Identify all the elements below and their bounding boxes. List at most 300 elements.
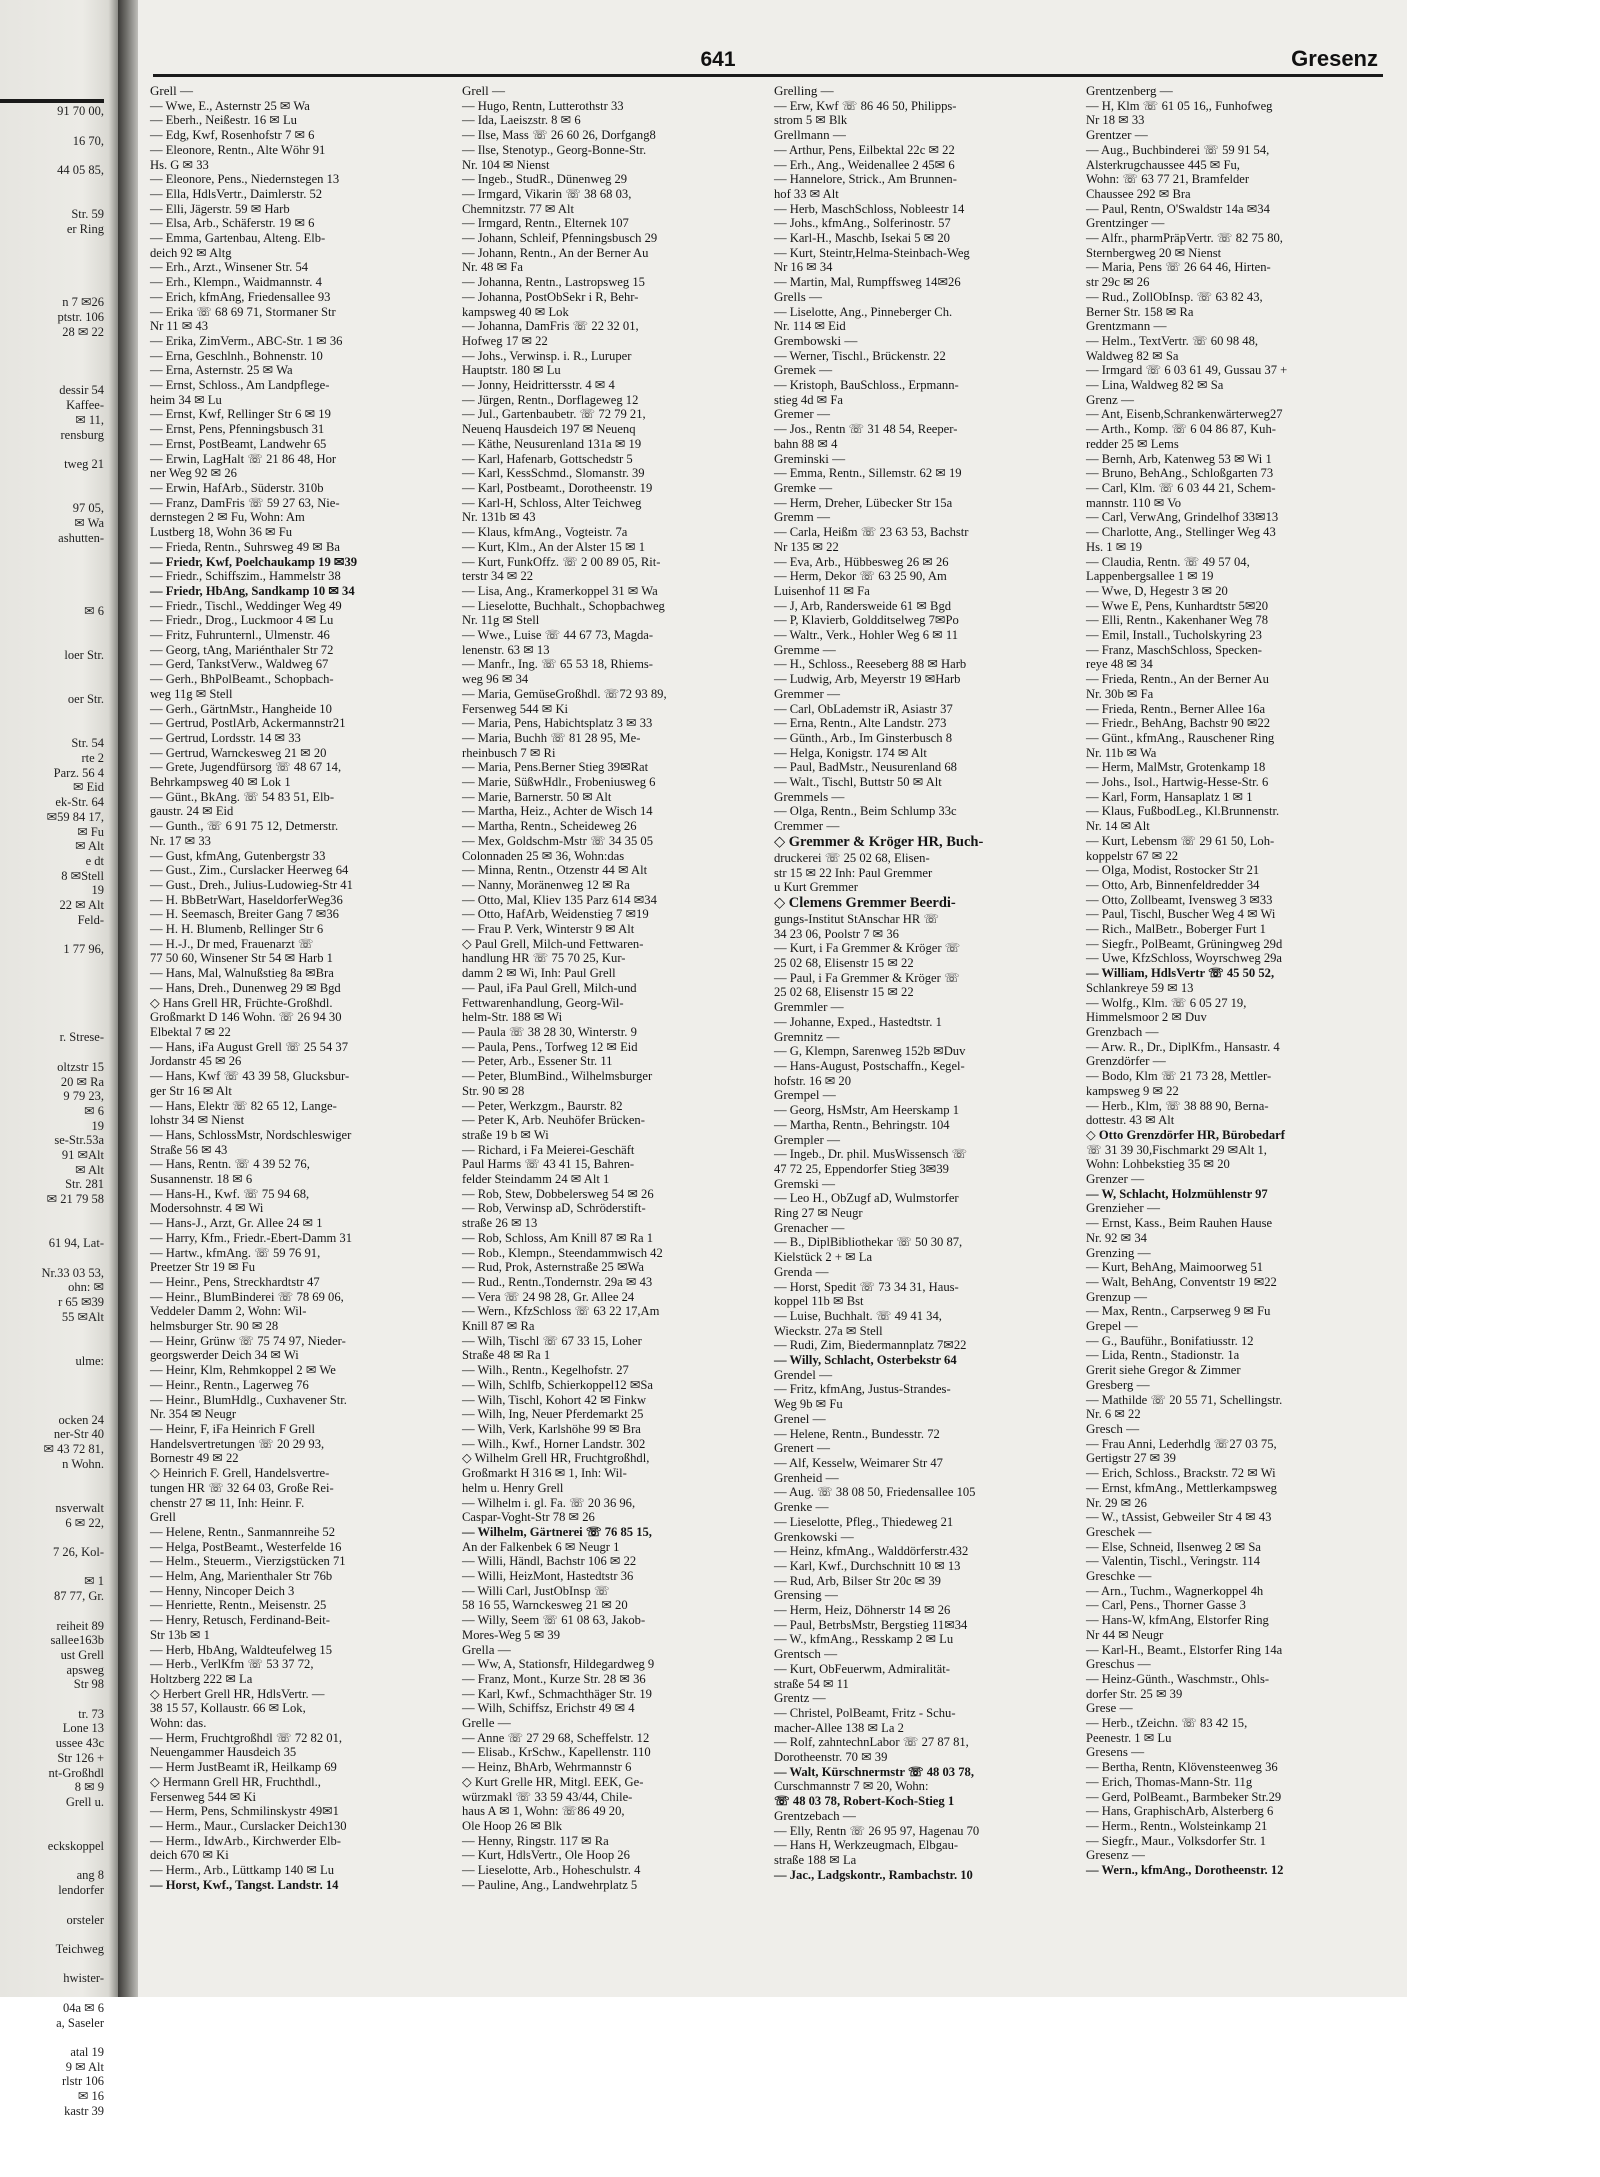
directory-entry: Großmarkt H 316 ✉ 1, Inh: Wil- — [462, 1466, 627, 1481]
directory-entry: — Jul., Gartenbaubetr. ☏ 72 79 21, — [462, 407, 646, 422]
surname-heading: Gresenz — — [1086, 1847, 1145, 1863]
directory-entry: Kielstück 2 + ✉ La — [774, 1250, 873, 1265]
directory-entry: — Erika ☏ 68 69 71, Stormaner Str — [150, 304, 336, 319]
directory-entry: Nr. 11b ✉ Wa — [1086, 745, 1157, 760]
directory-entry: — Leo H., ObZugf aD, Wulmstorfer — [774, 1191, 959, 1206]
previous-page-fragment — [0, 1398, 118, 1413]
directory-entry: — Paul, BadMstr., Neusurenland 68 — [774, 760, 957, 775]
directory-entry: — H, Klm ☏ 61 05 16,, Funhofweg — [1086, 98, 1273, 113]
directory-entry: lohstr 34 ✉ Nienst — [150, 1113, 245, 1128]
previous-page-fragment: 19 — [91, 883, 104, 898]
previous-page-fragment: 97 05, — [72, 501, 104, 516]
directory-entry: — Hannelore, Strick., Am Brunnen- — [774, 172, 957, 187]
directory-entry: — Heinz, BhArb, Wehrmannstr 6 — [462, 1760, 632, 1775]
directory-entry: — H.-J., Dr med, Frauenarzt ☏ — [150, 936, 314, 951]
directory-entry: dernstegen 2 ✉ Fu, Wohn: Am — [150, 510, 305, 525]
directory-entry: — Johs., Verwinsp. i. R., Luruper — [462, 348, 632, 363]
directory-entry: — Siegfr., Maur., Volksdorfer Str. 1 — [1086, 1833, 1267, 1848]
directory-entry: str 29c ✉ 26 — [1086, 275, 1150, 290]
directory-entry: Schlankreye 59 ✉ 13 — [1086, 980, 1194, 995]
directory-entry: — Alfr., pharmPräpVertr. ☏ 82 75 80, — [1086, 231, 1283, 246]
previous-page-fragment — [0, 927, 118, 942]
directory-entry: — W, Schlacht, Holzmühlenstr 97 — [1086, 1186, 1268, 1201]
previous-page-fragment: ussee 43c — [55, 1736, 104, 1751]
directory-entry: — Kurt, ObFeuerwm, Admiralität- — [774, 1661, 950, 1676]
previous-page-fragment: ulme: — [75, 1353, 104, 1368]
directory-entry: Chemnitzstr. 77 ✉ Alt — [462, 201, 575, 216]
previous-page-fragment — [0, 178, 118, 193]
directory-entry: Hs. 1 ✉ 19 — [1086, 539, 1143, 554]
directory-entry: — Eberh., Neißestr. 16 ✉ Lu — [150, 113, 297, 128]
header-rule — [153, 74, 1383, 77]
surname-heading: Grenke — — [774, 1499, 829, 1515]
directory-entry: — Irmgard, Rentn., Elternek 107 — [462, 216, 629, 231]
directory-entry: Behrkampsweg 40 ✉ Lok 1 — [150, 775, 291, 790]
directory-entry: — Klaus, FußbodLeg., Kl.Brunnenstr. — [1086, 804, 1280, 819]
directory-entry: 25 02 68, Elisenstr 15 ✉ 22 — [774, 985, 914, 1000]
surname-heading: Grentzebach — — [774, 1807, 856, 1823]
directory-entry: Nr. 48 ✉ Fa — [462, 260, 523, 275]
directory-entry: — Erh., Arzt., Winsener Str. 54 — [150, 260, 309, 275]
directory-entry: — Hans, Elektr ☏ 82 65 12, Lange- — [150, 1098, 337, 1113]
directory-entry: — Herm, Fruchtgroßhdl ☏ 72 82 01, — [150, 1730, 343, 1745]
directory-entry: Himmelsmoor 2 ✉ Duv — [1086, 1010, 1207, 1025]
directory-entry: — Gunth., ☏ 6 91 75 12, Detmerstr. — [150, 819, 339, 834]
directory-entry: — Ernst, PostBeamt, Landwehr 65 — [150, 436, 327, 451]
directory-entry: Veddeler Damm 2, Wohn: Wil- — [150, 1304, 307, 1319]
directory-entry: Nr 135 ✉ 22 — [774, 539, 839, 554]
previous-page-fragment — [0, 486, 118, 501]
directory-entry: Sternbergweg 20 ✉ Nienst — [1086, 245, 1222, 260]
directory-entry: — Hans, iFa August Grell ☏ 25 54 37 — [150, 1039, 349, 1054]
directory-entry: — Ingeb., Dr. phil. MusWissensch ☏ — [774, 1147, 968, 1162]
directory-entry: Nr 44 ✉ Neugr — [1086, 1627, 1164, 1642]
directory-entry: — Johs., kfmAng., Solferinostr. 57 — [774, 216, 951, 231]
previous-page-fragment — [0, 60, 118, 75]
directory-entry: — Johanna, Rentn., Lastropsweg 15 — [462, 275, 645, 290]
previous-page-fragment: Kaffee- — [66, 398, 104, 413]
directory-entry: Modersohnstr. 4 ✉ Wi — [150, 1201, 264, 1216]
directory-entry: — Walt, Kürschnermstr ☏ 48 03 78, — [774, 1764, 974, 1779]
directory-entry: felder Steindamm 24 ✉ Alt 1 — [462, 1172, 610, 1187]
directory-entry: weg 96 ✉ 34 — [462, 672, 529, 687]
directory-entry: bahn 88 ✉ 4 — [774, 436, 838, 451]
directory-entry: — Herb, MaschSchloss, Nobleestr 14 — [774, 201, 965, 216]
directory-entry: ◇ Kurt Grelle HR, Mitgl. EEK, Ge- — [462, 1774, 644, 1789]
directory-entry: — Maria, Pens ☏ 26 64 46, Hirten- — [1086, 260, 1271, 275]
directory-entry: Gertigstr 27 ✉ 39 — [1086, 1451, 1176, 1466]
surname-heading: Grendel — — [774, 1366, 833, 1382]
directory-entry: — Alf, Kesselw, Weimarer Str 47 — [774, 1455, 943, 1470]
surname-heading: Greschek — — [1086, 1523, 1152, 1539]
directory-entry: Susannenstr. 18 ✉ 6 — [150, 1172, 253, 1187]
directory-entry: — Gust, kfmAng, Gutenbergstr 33 — [150, 848, 326, 863]
directory-entry: straße 188 ✉ La — [774, 1852, 857, 1867]
directory-entry: — Herb., VerlKfm ☏ 53 37 72, — [150, 1657, 314, 1672]
directory-entry: tungen HR ☏ 32 64 03, Große Rei- — [150, 1480, 334, 1495]
directory-entry: Nr. 29 ✉ 26 — [1086, 1495, 1147, 1510]
directory-entry: — W., kfmAng., Resskamp 2 ✉ Lu — [774, 1632, 954, 1647]
directory-entry: — Friedr, HbAng, Sandkamp 10 ✉ 34 — [150, 583, 355, 598]
previous-page-fragment — [0, 1824, 118, 1839]
directory-entry: — Arthur, Pens, Eilbektal 22c ✉ 22 — [774, 142, 955, 157]
previous-page-fragment: ✉ Eid — [73, 780, 104, 795]
directory-entry: — Franz, MaschSchloss, Specken- — [1086, 642, 1262, 657]
directory-entry: — Gerd, PolBeamt., Barmbeker Str.29 — [1086, 1789, 1282, 1804]
surname-heading: Grenzing — — [1086, 1244, 1151, 1260]
directory-entry: hofstr. 16 ✉ 20 — [774, 1073, 852, 1088]
directory-entry: — Helga, Konigstr. 174 ✉ Alt — [774, 745, 927, 760]
directory-entry: — Peter, BlumBind., Wilhelmsburger — [462, 1069, 653, 1084]
directory-entry: — Lieselotte, Pfleg., Thiedeweg 21 — [774, 1514, 954, 1529]
directory-entry: — Carla, Heißm ☏ 23 63 53, Bachstr — [774, 525, 969, 540]
directory-entry: — Grete, Jugendfürsorg ☏ 48 67 14, — [150, 760, 342, 775]
directory-entry: — Aug., Buchbinderei ☏ 59 91 54, — [1086, 142, 1270, 157]
previous-page-fragment: a, Saseler — [56, 2015, 104, 2030]
directory-entry: — Erich, Schloss., Brackstr. 72 ✉ Wi — [1086, 1466, 1276, 1481]
directory-entry: — Nanny, Moränenweg 12 ✉ Ra — [462, 877, 630, 892]
previous-page-fragment — [0, 266, 118, 281]
directory-entry: — H. BbBetrWart, HaseldorferWeg36 — [150, 892, 343, 907]
directory-entry: — Hans, Rentn. ☏ 4 39 52 76, — [150, 1157, 310, 1172]
directory-entry: — Martin, Mal, Rumpffsweg 14✉26 — [774, 275, 961, 290]
directory-entry: — Ella, HdlsVertr., Daimlerstr. 52 — [150, 186, 323, 201]
previous-page-fragment: rlstr 106 — [61, 2074, 104, 2089]
directory-entry: An der Falkenbek 6 ✉ Neugr 1 — [462, 1539, 620, 1554]
directory-entry: Elbektal 7 ✉ 22 — [150, 1025, 231, 1039]
directory-entry: — Gertrud, PostlArb, Ackermannstr21 — [150, 716, 346, 731]
previous-page-fragment — [0, 589, 118, 604]
directory-entry: Lappenbergsallee 1 ✉ 19 — [1086, 569, 1214, 584]
directory-entry: — Willi, Händl, Bachstr 106 ✉ 22 — [462, 1554, 637, 1569]
directory-entry: — Marie, Barnerstr. 50 ✉ Alt — [462, 789, 612, 804]
previous-page-fragment: tr. 73 — [78, 1706, 104, 1721]
previous-page-fragment: 8 ✉Stell — [61, 868, 104, 883]
previous-page-fragment — [0, 1986, 118, 2001]
directory-entry: — Peter K, Arb. Neuhöfer Brücken- — [462, 1113, 645, 1128]
page-number: 641 — [700, 48, 736, 71]
previous-page-fragment: ✉59 84 17, — [46, 809, 104, 824]
previous-page-fragment: 6 ✉ 22, — [65, 1515, 104, 1530]
directory-entry: Nr. 104 ✉ Nienst — [462, 157, 550, 172]
directory-entry: — Georg, HsMstr, Am Heerskamp 1 — [774, 1103, 960, 1118]
directory-entry: Hs. G ✉ 33 — [150, 157, 209, 172]
directory-entry: — Wilh, Tischl, Kohort 42 ✉ Finkw — [462, 1392, 647, 1407]
directory-entry: str 15 ✉ 22 Inh: Paul Gremmer — [774, 865, 933, 880]
directory-entry: — Martha, Rentn., Scheideweg 26 — [462, 819, 637, 834]
directory-entry: redder 25 ✉ Lems — [1086, 436, 1179, 451]
previous-page-fragment — [0, 1001, 118, 1016]
directory-entry: — Wilhelm i. gl. Fa. ☏ 20 36 96, — [462, 1495, 636, 1510]
directory-entry: — Kurt, Steintr,Helma-Steinbach-Weg — [774, 245, 970, 260]
directory-entry: — Mex, Goldschm-Mstr ☏ 34 35 05 — [462, 833, 654, 848]
directory-entry: ner Weg 92 ✉ 26 — [150, 466, 237, 481]
directory-entry: — Irmgard, Vikarin ☏ 38 68 03, — [462, 186, 632, 201]
directory-entry: — Herm JustBeamt iR, Heilkamp 69 — [150, 1760, 337, 1775]
directory-entry: — Lieselotte, Buchhalt., Schopbachweg — [462, 598, 665, 613]
surname-heading: Grenkowski — — [774, 1528, 854, 1544]
directory-entry: Nr. 30b ✉ Fa — [1086, 686, 1154, 701]
directory-entry: koppelstr 67 ✉ 22 — [1086, 848, 1179, 863]
previous-page-fragment — [0, 1604, 118, 1619]
previous-page-fragment — [0, 148, 118, 163]
previous-page-fragment: 7 26, Kol- — [52, 1545, 104, 1560]
directory-entry: ◇ Gremmer & Kröger HR, Buch- — [774, 833, 984, 850]
directory-entry: — Wern., KfzSchloss ☏ 63 22 17,Am — [462, 1304, 660, 1319]
directory-entry: — Heinr., BlumBinderei ☏ 78 69 06, — [150, 1289, 344, 1304]
directory-entry: Nr 18 ✉ 33 — [1086, 113, 1145, 128]
directory-entry: — B., DiplBibliothekar ☏ 50 30 87, — [774, 1235, 963, 1250]
directory-entry: — Wilh, Ing, Neuer Pferdemarkt 25 — [462, 1407, 644, 1422]
directory-entry: Nr. 6 ✉ 22 — [1086, 1407, 1141, 1422]
directory-entry: ◇ Wilhelm Grell HR, Fruchtgroßhdl, — [462, 1451, 650, 1466]
directory-entry: — Maria, Pens.Berner Stieg 39✉Rat — [462, 760, 649, 775]
directory-entry: Grell — [150, 1510, 176, 1525]
directory-entry: — Pauline, Ang., Landwehrplatz 5 — [462, 1877, 638, 1892]
directory-entry: Nr 16 ✉ 34 — [774, 260, 833, 275]
directory-entry: Fersenweg 544 ✉ Ki — [462, 701, 569, 716]
previous-page-fragment: reiheit 89 — [56, 1618, 104, 1633]
directory-entry: helm u. Henry Grell — [462, 1480, 564, 1495]
directory-entry: — Heinr, Klm, Rehmkoppel 2 ✉ We — [150, 1363, 336, 1378]
directory-entry: — Herm., Maur., Curslacker Deich130 — [150, 1818, 347, 1833]
directory-entry: — Johanna, DamFris ☏ 22 32 01, — [462, 319, 639, 334]
directory-entry: — Käthe, Neusurenland 131a ✉ 19 — [462, 436, 642, 451]
directory-entry: — Hans, Kwf ☏ 43 39 58, Glucksbur- — [150, 1069, 350, 1084]
directory-entry: — Herm., Rentn., Wolsteinkamp 21 — [1086, 1818, 1268, 1833]
directory-entry: gungs-Institut StAnschar HR ☏ — [774, 911, 940, 926]
directory-entry: — Hans H, Werkzeugmach, Elbgau- — [774, 1838, 959, 1853]
directory-entry: — Anne ☏ 27 29 68, Scheffelstr. 12 — [462, 1730, 650, 1745]
surname-heading: Gremme — — [774, 641, 836, 657]
directory-entry: — Helga, PostBeamt., Westerfelde 16 — [150, 1539, 342, 1554]
directory-entry: weg 11g ✉ Stell — [150, 686, 233, 701]
directory-entry: — Gertrud, Warnckesweg 21 ✉ 20 — [150, 745, 327, 760]
surname-heading: Grell — — [150, 83, 193, 98]
directory-entry: — Horst, Kwf., Tangst. Landstr. 14 — [150, 1877, 339, 1892]
directory-entry: — Ernst, Pens, Pfenningsbusch 31 — [150, 422, 325, 437]
directory-entry: Dorotheenstr. 70 ✉ 39 — [774, 1750, 888, 1765]
directory-entry: — Hans-H., Kwf. ☏ 75 94 68, — [150, 1186, 310, 1201]
directory-entry: Paul Harms ☏ 43 41 15, Bahren- — [462, 1157, 635, 1172]
surname-heading: Grella — — [462, 1641, 511, 1657]
directory-entry: — Willi Carl, JustObInsp ☏ — [462, 1583, 610, 1598]
directory-entry: Weg 9b ✉ Fu — [774, 1397, 843, 1412]
directory-entry: — Heinr, Grünw ☏ 75 74 97, Nieder- — [150, 1333, 346, 1348]
directory-entry: Str 13b ✉ 1 — [150, 1627, 210, 1642]
surname-heading: Grenzer — — [1086, 1171, 1145, 1187]
surname-heading: Grenz — — [1086, 391, 1135, 407]
directory-entry: — Edg, Kwf, Rosenhofstr 7 ✉ 6 — [150, 128, 315, 143]
previous-page-fragment: 9 ✉ Alt — [65, 2059, 104, 2074]
directory-entry: — Paul, iFa Paul Grell, Milch-und — [462, 980, 637, 995]
previous-page-fragment — [0, 442, 118, 457]
directory-entry: 38 15 57, Kollaustr. 66 ✉ Lok, — [150, 1701, 306, 1716]
directory-entry: — Frau P. Verk, Winterstr 9 ✉ Alt — [462, 922, 635, 937]
directory-entry: — Erh., Ang., Weidenallee 2 45✉ 6 — [774, 157, 955, 172]
previous-page-fragment: ptstr. 106 — [57, 309, 104, 324]
surname-heading: Grell — — [462, 83, 505, 98]
previous-page-fragment — [0, 972, 118, 987]
surname-heading: Greschke — — [1086, 1568, 1152, 1584]
surname-heading: Grenzup — — [1086, 1288, 1148, 1304]
directory-entry: — Otto, Mal, Kliev 135 Parz 614 ✉34 — [462, 892, 657, 907]
directory-entry: deich 670 ✉ Ki — [150, 1848, 229, 1863]
directory-entry: dottestr. 43 ✉ Alt — [1086, 1113, 1175, 1128]
directory-entry: — Paul, Rentn, O'Swaldstr 14a ✉34 — [1086, 201, 1270, 216]
directory-entry: — Jürgen, Rentn., Dorflageweg 12 — [462, 392, 639, 407]
surname-heading: Gresch — — [1086, 1420, 1140, 1436]
directory-entry: mannstr. 110 ✉ Vo — [1086, 495, 1181, 510]
surname-heading: Gremski — — [774, 1175, 836, 1191]
directory-entry: — Walt, BehAng, Conventstr 19 ✉22 — [1086, 1274, 1277, 1289]
surname-heading: Grentzmann — — [1086, 318, 1167, 334]
directory-entry: koppel 11b ✉ Bst — [774, 1294, 864, 1309]
surname-heading: Gresberg — — [1086, 1376, 1150, 1392]
directory-entry: — Herb., Klm, ☏ 38 88 90, Berna- — [1086, 1098, 1269, 1113]
directory-entry: — Erwin, HafArb., Süderstr. 310b — [150, 480, 324, 495]
directory-entry: — Otto, Arb, Binnenfeldredder 34 — [1086, 877, 1260, 892]
directory-entry: — Karl, Form, Hansaplatz 1 ✉ 1 — [1086, 789, 1253, 804]
previous-page-fragment: e dt — [85, 853, 104, 868]
directory-entry: — Erwin, LagHalt ☏ 21 86 48, Hor — [150, 451, 337, 466]
previous-page-fragment — [0, 1222, 118, 1237]
previous-page-fragment — [0, 1927, 118, 1942]
directory-entry: — Ilse, Stenotyp., Georg-Bonne-Str. — [462, 142, 647, 157]
previous-page-fragment: ek-Str. 64 — [55, 795, 104, 810]
directory-entry: Wieckstr. 27a ✉ Stell — [774, 1323, 883, 1338]
directory-entry: Nr. 354 ✉ Neugr — [150, 1407, 237, 1422]
surname-heading: Grelling — — [774, 83, 834, 98]
directory-entry: — Heinz, kfmAng., Walddörferstr.432 — [774, 1544, 969, 1559]
directory-entry: — Gust., Zim., Curslacker Heerweg 64 — [150, 863, 349, 878]
directory-entry: — Heinr., Rentn., Lagerweg 76 — [150, 1377, 309, 1392]
directory-entry: Nr. 17 ✉ 33 — [150, 833, 211, 848]
column-4 — [1086, 84, 1362, 1964]
directory-entry: — Jac., Ladgskontr., Rambachstr. 10 — [774, 1867, 973, 1882]
directory-entry: straße 19 b ✉ Wi — [462, 1127, 549, 1142]
directory-entry: — Bodo, Klm ☏ 21 73 28, Mettler- — [1086, 1069, 1272, 1084]
surname-heading: Grese — — [1086, 1700, 1133, 1716]
directory-entry: straße 26 ✉ 13 — [462, 1216, 538, 1231]
directory-entry: — Herm, Dekor ☏ 63 25 90, Am — [774, 569, 947, 584]
directory-entry: ◇ Heinrich F. Grell, Handelsvertre- — [150, 1466, 330, 1481]
previous-page-fragment: atal 19 — [70, 2044, 104, 2059]
directory-entry: ☏ 31 39 30,Fischmarkt 29 ✉Alt 1, — [1086, 1142, 1267, 1157]
surname-heading: Gremke — — [774, 479, 833, 495]
directory-entry: reye 48 ✉ 34 — [1086, 657, 1153, 672]
directory-entry: — Karl, Hafenarb, Gottschedstr 5 — [462, 451, 633, 466]
directory-entry: Hauptstr. 180 ✉ Lu — [462, 363, 561, 378]
directory-entry: Peenestr. 1 ✉ Lu — [1086, 1730, 1172, 1745]
directory-entry: heim 34 ✉ Lu — [150, 392, 222, 407]
directory-entry: — Rud, Arb, Bilser Str 20c ✉ 39 — [774, 1573, 941, 1588]
previous-page-fragment: nt-Großhdl — [48, 1765, 104, 1780]
directory-entry: — Emil, Install., Tucholskyring 23 — [1086, 628, 1262, 643]
previous-page-fragment: Grell u. — [65, 1794, 104, 1809]
previous-page-fragment: ocken 24 — [58, 1412, 104, 1427]
directory-entry: — Karl, Kwf., Schmachthäger Str. 19 — [462, 1686, 652, 1701]
directory-entry: — Erw, Kwf ☏ 86 46 50, Philipps- — [774, 98, 957, 113]
directory-entry: — Bertha, Rentn, Klövensteenweg 36 — [1086, 1760, 1278, 1775]
previous-page-fragment: 22 ✉ Alt — [59, 898, 104, 913]
directory-entry: Fersenweg 544 ✉ Ki — [150, 1789, 257, 1804]
surname-heading: Gremnitz — — [774, 1028, 840, 1044]
directory-entry: — Herm., IdwArb., Kirchwerder Elb- — [150, 1833, 341, 1848]
previous-page-fragment: n Wohn. — [62, 1456, 104, 1471]
directory-entry: ◇ Hermann Grell HR, Fruchthdl., — [150, 1774, 321, 1789]
directory-entry: — Emma, Gartenbau, Alteng. Elb- — [150, 231, 326, 246]
surname-heading: Grensing — — [774, 1587, 838, 1603]
directory-entry: — Herm., Arb., Lüttkamp 140 ✉ Lu — [150, 1863, 335, 1878]
directory-entry: — Karl, Postbeamt., Dorotheenstr. 19 — [462, 480, 653, 495]
directory-entry: — Wwe, E., Asternstr 25 ✉ Wa — [150, 98, 310, 113]
directory-entry: hof 33 ✉ Alt — [774, 186, 839, 201]
previous-page-fragment: loer Str. — [64, 648, 104, 663]
directory-entry: — Wilh, Schiffsz, Erichstr 49 ✉ 4 — [462, 1701, 635, 1716]
running-head: Gresenz — [1291, 46, 1378, 71]
directory-entry: — Ida, Laeiszstr. 8 ✉ 6 — [462, 113, 581, 128]
directory-entry: — Kurt, Lebensm ☏ 29 61 50, Loh- — [1086, 833, 1275, 848]
book-gutter — [118, 0, 138, 1997]
directory-entry: — Elli, Rentn., Kakenhaner Weg 78 — [1086, 613, 1269, 628]
directory-entry: Caspar-Voght-Str 78 ✉ 26 — [462, 1510, 595, 1525]
directory-entry: — Kurt, FunkOffz. ☏ 2 00 89 05, Rit- — [462, 554, 661, 569]
previous-page-fragment: ✉ Alt — [75, 839, 104, 854]
directory-entry: — Ludwig, Arb, Meyerstr 19 ✉Harb — [774, 672, 961, 687]
directory-entry: — Kurt, i Fa Gremmer & Kröger ☏ — [774, 941, 961, 956]
surname-heading: Cremmer — — [774, 818, 840, 834]
directory-entry: Nr. 92 ✉ 34 — [1086, 1230, 1147, 1245]
surname-heading: Gresens — — [1086, 1744, 1145, 1760]
directory-entry: gaustr. 24 ✉ Eid — [150, 804, 234, 819]
directory-entry: — Werner, Tischl., Brückenstr. 22 — [774, 348, 946, 363]
directory-entry: — Wilh, Verk, Karlshöhe 99 ✉ Bra — [462, 1421, 641, 1436]
directory-entry: — Rud, Prok, Asternstraße 25 ✉Wa — [462, 1260, 644, 1275]
directory-entry: haus A ✉ 1, Wohn: ☏86 49 20, — [462, 1804, 625, 1819]
directory-entry: — Frau Anni, Lederhdlg ☏27 03 75, — [1086, 1436, 1277, 1451]
previous-page-fragment: ✉ Fu — [77, 824, 104, 839]
directory-entry: — Friedr., Schiffszim., Hammelstr 38 — [150, 569, 341, 584]
directory-entry: — Erna, Asternstr. 25 ✉ Wa — [150, 363, 293, 378]
previous-page-fragment: Str. 281 — [65, 1177, 104, 1192]
previous-page-fragment — [0, 75, 118, 90]
previous-page-fragment: 04a ✉ 6 — [62, 2000, 104, 2015]
directory-entry: Chaussee 292 ✉ Bra — [1086, 186, 1191, 201]
previous-page-fragment: Feld- — [77, 912, 104, 927]
directory-entry: — Wilh, Schlfb, Schierkoppel12 ✉Sa — [462, 1377, 654, 1392]
previous-page-fragment — [0, 369, 118, 384]
directory-entry: — Friedr., BehAng, Bachstr 90 ✉22 — [1086, 716, 1271, 731]
directory-entry: — Johanna, PostObSekr i R, Behr- — [462, 289, 639, 304]
surname-heading: Grentzer — — [1086, 127, 1148, 143]
directory-entry: — Erna, Rentn., Alte Landstr. 273 — [774, 716, 947, 731]
directory-entry: — Maria, Pens, Habichtsplatz 3 ✉ 33 — [462, 716, 653, 731]
surname-heading: Grenzieher — — [1086, 1200, 1160, 1216]
previous-page-fragment: r 65 ✉39 — [58, 1295, 104, 1310]
previous-page-fragment — [0, 1530, 118, 1545]
previous-page-fragment: tweg 21 — [64, 456, 104, 471]
directory-entry: Nr. 11g ✉ Stell — [462, 613, 540, 628]
directory-entry: Bornestr 49 ✉ 22 — [150, 1451, 239, 1466]
directory-entry: — Walt., Tischl, Buttstr 50 ✉ Alt — [774, 775, 942, 790]
directory-entry: — Otto, HafArb, Weidenstieg 7 ✉19 — [462, 907, 649, 922]
directory-entry: — Herm, Heiz, Döhnerstr 14 ✉ 26 — [774, 1603, 951, 1618]
previous-page-fragment: 8 ✉ 9 — [74, 1780, 104, 1795]
directory-entry: — P, Klavierb, Goldditselweg 7✉Po — [774, 613, 959, 628]
directory-entry: Wohn: das. — [150, 1716, 207, 1731]
directory-entry: — Lieselotte, Arb., Hoheschulstr. 4 — [462, 1863, 641, 1878]
